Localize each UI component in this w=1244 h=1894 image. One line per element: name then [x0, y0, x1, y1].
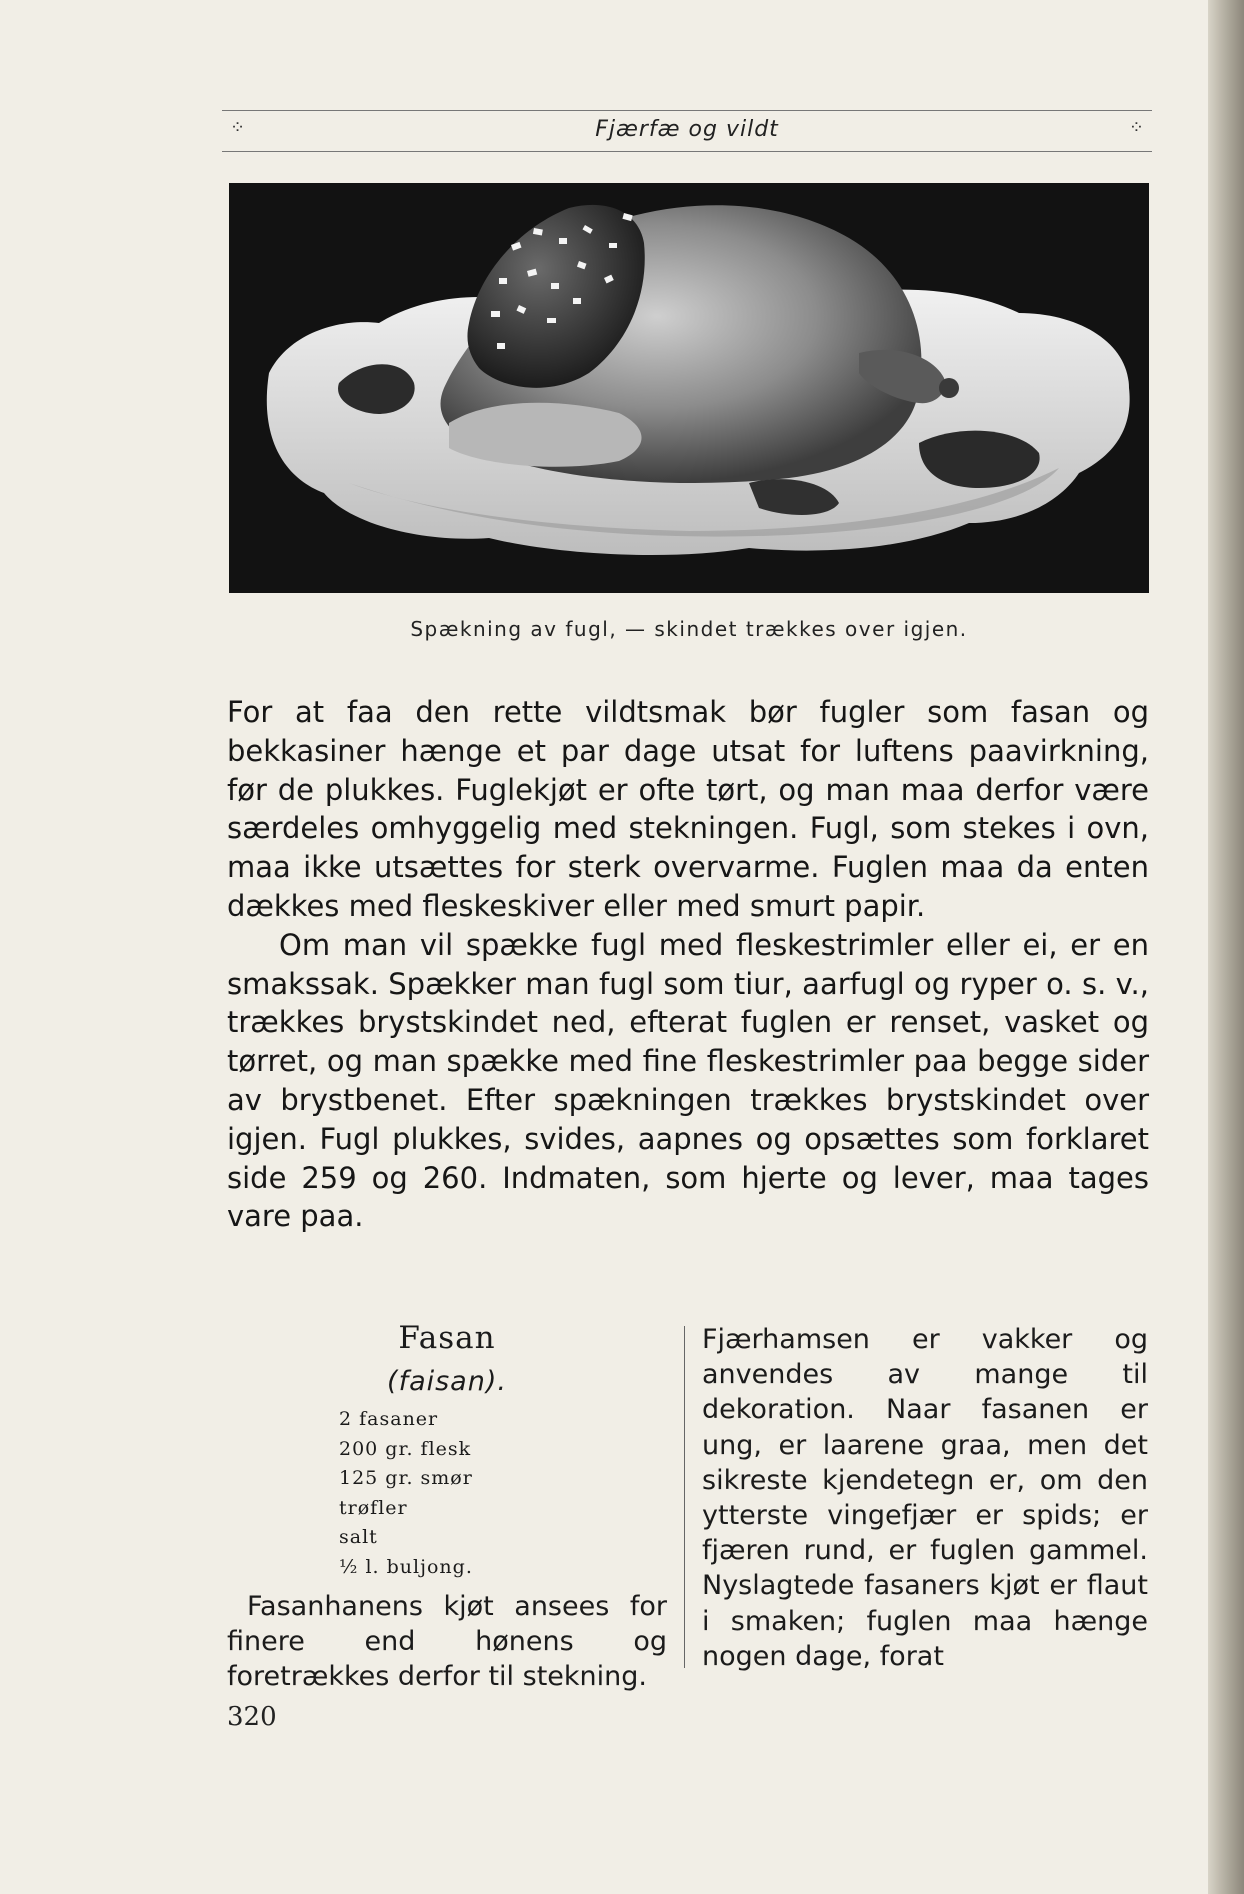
larded-bird-photo: [229, 183, 1149, 593]
page-number: 320: [227, 1702, 277, 1732]
ingredient-item: 2 fasaner: [339, 1408, 439, 1430]
recipe-subtitle: (faisan).: [387, 1366, 507, 1397]
recipe-title: Fasan: [398, 1320, 496, 1356]
ingredient-item: 125 gr. smør: [339, 1467, 473, 1490]
ingredient-item: ½ l. buljong.: [339, 1555, 473, 1578]
larded-bird-illustration: [229, 183, 1149, 593]
ornament-left-icon: ⁘: [230, 117, 246, 138]
recipe-intro: Fasanhanens kjøt ansees for finere end hønens og foretrækkes derfor til stekning.: [227, 1590, 667, 1692]
ingredient-list: [339, 1405, 667, 1583]
body-text: [227, 693, 1149, 1236]
running-title: Fjærfæ og vildt: [595, 117, 779, 142]
ornament-right-icon: ⁘: [1128, 117, 1144, 138]
book-page-edge: [1208, 0, 1244, 1894]
right-column-text: Fjærhamsen er vakker og anvendes av mange til dekoration. Naar fasanen er ung, er laarene graa, men det sikreste kjendetegn er, om den ytterste vingefjær er spids; er fjæren rund, er fuglen gammel. Nyslagtede fasaners kjøt er flaut i smaken; fuglen maa hænge nogen dage, forat: [702, 1324, 1148, 1672]
ingredient-item: salt: [339, 1526, 378, 1549]
ingredient-item: 200 gr. flesk: [339, 1437, 472, 1460]
ingredient-item: trøfler: [339, 1496, 408, 1519]
column-divider: [684, 1326, 685, 1668]
recipe-column: [227, 1320, 667, 1694]
running-header: [222, 110, 1152, 152]
figure-caption: Spækning av fugl, — skindet trækkes over igjen.: [410, 617, 968, 641]
paragraph-2: Om man vil spække fugl med fleskestrimler eller ei, er en smakssak. Spækker man fugl som tiur, aarfugl og ryper o. s. v., trækkes brystskindet ned, efterat fuglen er renset, vasket og tørret, og man spække med fine fleskestrimler paa begge sider av brystbenet. Efter spækningen trækkes brystskindet over igjen. Fugl plukkes, svides, aapnes og opsættes som forklaret side 259 og 260. Indmaten, som hjerte og lever, maa tages vare paa.: [227, 927, 1149, 1234]
paragraph-1: For at faa den rette vildtsmak bør fugler som fasan og bekkasiner hænge et par dage utsat for luftens paavirkning, før de plukkes. Fuglekjøt er ofte tørt, og man maa derfor være særdeles omhyggelig med stekningen. Fugl, som stekes i ovn, maa ikke utsættes for sterk overvarme. Fuglen maa da enten dækkes med fleskeskiver eller med smurt papir.: [227, 695, 1149, 923]
